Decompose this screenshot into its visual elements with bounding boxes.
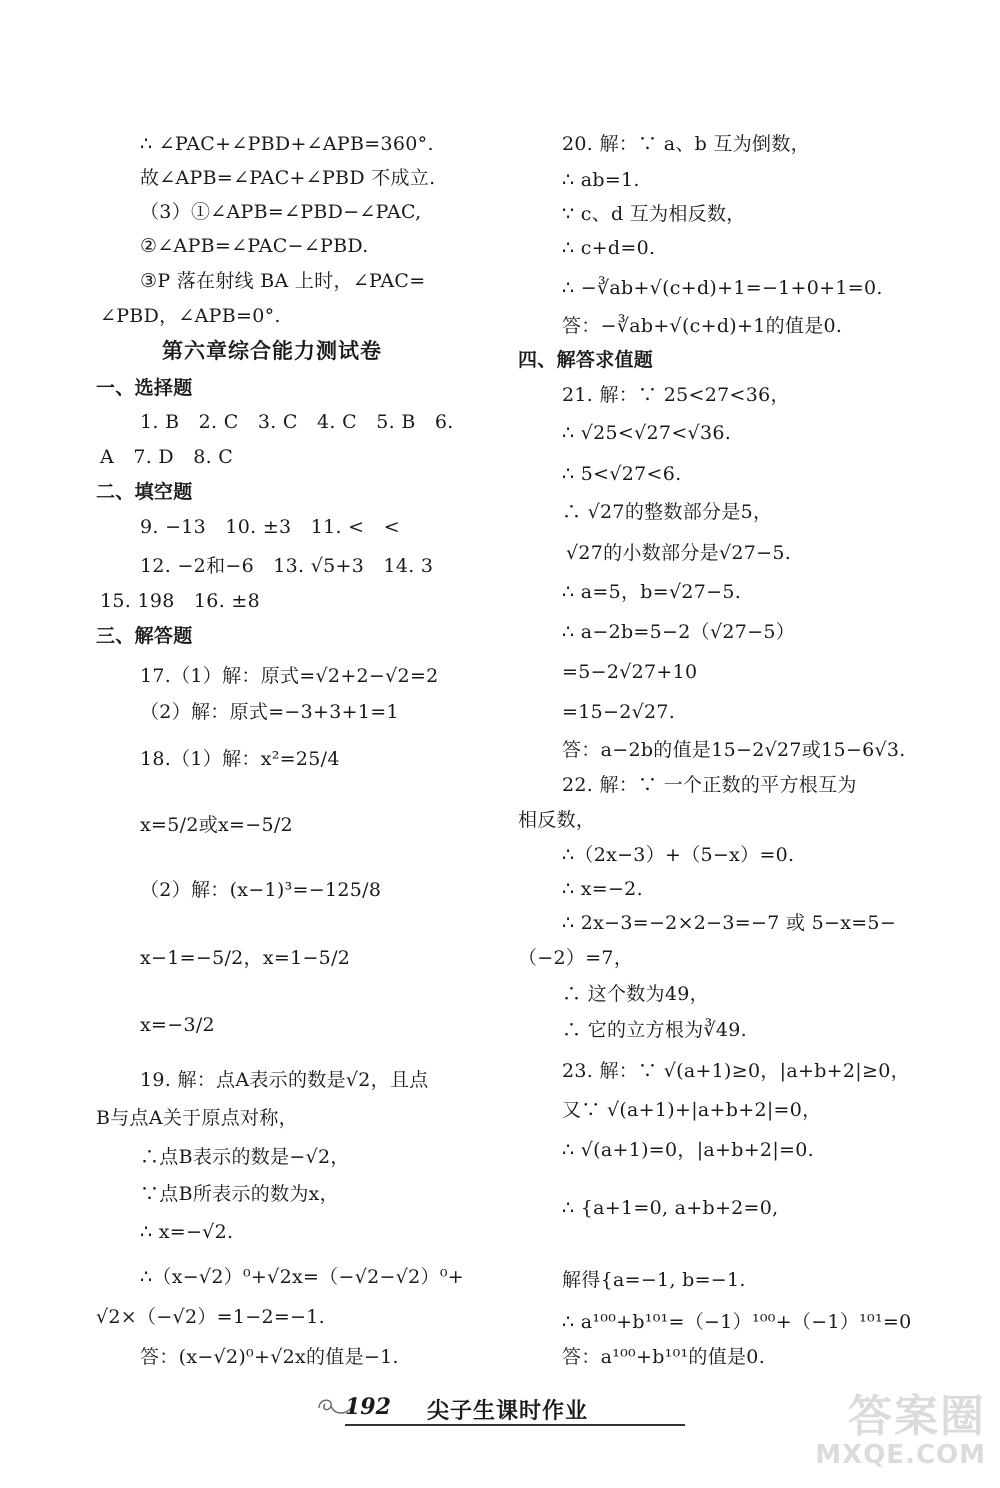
watermark-url: MXQE.COM <box>815 1440 986 1470</box>
text-line: 21. 解：∵ 25<27<36， <box>562 384 790 406</box>
text-line: 18.（1）解：x²=25/4 <box>140 748 340 770</box>
text-line: ∴ 2x−3=−2×2−3=−7 或 5−x=5− <box>562 912 897 934</box>
text-line: ∴点B表示的数是−√2， <box>140 1146 350 1168</box>
section-heading: 一、选择题 <box>96 377 193 399</box>
text-line: 答：−∛ab+√(c+d)+1的值是0. <box>562 315 843 337</box>
text-line: 答：a¹⁰⁰+b¹⁰¹的值是0. <box>562 1346 766 1368</box>
text-line: ∴ c+d=0. <box>562 237 656 259</box>
text-line: √2×（−√2）=1−2=−1. <box>96 1306 326 1328</box>
text-line: ∴ ab=1. <box>562 169 640 191</box>
text-line: 19. 解：点A表示的数是√2，且点 <box>140 1069 429 1091</box>
text-line: ∴（x−√2）⁰+√2x=（−√2−√2）⁰+ <box>140 1266 464 1288</box>
text-line: ②∠APB=∠PAC−∠PBD. <box>140 235 369 257</box>
text-line: =15−2√27. <box>562 701 676 723</box>
text-line: A 7. D 8. C <box>100 446 234 468</box>
text-line: ∴ 它的立方根为∛49. <box>562 1019 747 1041</box>
text-line: B与点A关于原点对称， <box>96 1107 298 1129</box>
text-line: ∴ a¹⁰⁰+b¹⁰¹=（−1）¹⁰⁰+（−1）¹⁰¹=0 <box>562 1311 912 1333</box>
section-heading: 三、解答题 <box>96 625 193 647</box>
text-line: ③P 落在射线 BA 上时，∠PAC= <box>140 270 426 292</box>
text-line: 15. 198 16. ±8 <box>100 590 260 612</box>
text-line: ∴ a=5，b=√27−5. <box>562 581 742 603</box>
text-line: 23. 解：∵ √(a+1)≥0，|a+b+2|≥0， <box>562 1060 910 1082</box>
text-line: 9. −13 10. ±3 11. < < <box>140 516 400 538</box>
text-line: 17.（1）解：原式=√2+2−√2=2 <box>140 665 439 687</box>
text-line: ∴ √(a+1)=0，|a+b+2|=0. <box>562 1139 814 1161</box>
section-title: 第六章综合能力测试卷 <box>162 339 382 363</box>
watermark <box>796 1380 986 1480</box>
text-line: ∴ 这个数为49， <box>562 983 709 1005</box>
text-line: 答：(x−√2)⁰+√2x的值是−1. <box>140 1346 399 1368</box>
text-line: x=5/2或x=−5/2 <box>140 814 293 836</box>
text-line: ∴ √25<√27<√36. <box>562 422 732 444</box>
text-line: x−1=−5/2，x=1−5/2 <box>140 947 351 969</box>
section-heading: 四、解答求值题 <box>518 349 654 371</box>
page-number: 192 <box>345 1394 391 1420</box>
text-line: 答：a−2b的值是15−2√27或15−6√3. <box>562 739 906 761</box>
text-line: ∴ ∠PAC+∠PBD+∠APB=360°. <box>140 133 434 155</box>
text-line: ∴ x=−2. <box>562 878 643 900</box>
book-title: 尖子生课时作业 <box>427 1399 589 1424</box>
text-line: 20. 解：∵ a、b 互为倒数， <box>562 133 810 155</box>
text-line: （3）①∠APB=∠PBD−∠PAC, <box>140 201 422 223</box>
text-line: x=−3/2 <box>140 1014 215 1036</box>
text-line: 故∠APB=∠PAC+∠PBD 不成立. <box>140 167 436 189</box>
text-line: ∵ c、d 互为相反数， <box>562 203 746 225</box>
text-line: ∴ −∛ab+√(c+d)+1=−1+0+1=0. <box>562 277 883 299</box>
text-line: ∠PBD，∠APB=0°. <box>100 305 281 327</box>
text-line: √27的小数部分是√27−5. <box>566 542 792 564</box>
text-line: ∴ {a+1=0, a+b+2=0, <box>562 1197 779 1219</box>
text-line: 12. −2和−6 13. √5+3 14. 3 <box>140 555 434 577</box>
text-line: =5−2√27+10 <box>562 661 698 683</box>
text-line: 相反数， <box>518 809 596 831</box>
text-line: ∴ √27的整数部分是5， <box>562 501 773 523</box>
text-line: （2）解：(x−1)³=−125/8 <box>140 879 382 901</box>
page-footer <box>315 1390 685 1430</box>
footer-rule <box>345 1424 685 1426</box>
text-line: （2）解：原式=−3+3+1=1 <box>140 701 399 723</box>
text-line: ∴（2x−3）+（5−x）=0. <box>562 844 795 866</box>
text-line: ∴ x=−√2. <box>140 1221 234 1243</box>
text-line: ∵点B所表示的数为x， <box>140 1183 339 1205</box>
text-line: 解得{a=−1, b=−1. <box>562 1269 746 1291</box>
text-line: ∴ 5<√27<6. <box>562 463 682 485</box>
text-line: （−2）=7， <box>518 947 634 969</box>
watermark-logo-text: 答案圈 <box>848 1391 986 1442</box>
section-heading: 二、填空题 <box>96 481 193 503</box>
text-line: 22. 解：∵ 一个正数的平方根互为 <box>562 774 857 796</box>
text-line: 1. B 2. C 3. C 4. C 5. B 6. <box>140 411 454 433</box>
text-line: 又∵ √(a+1)+|a+b+2|=0， <box>562 1099 822 1121</box>
text-line: ∴ a−2b=5−2（√27−5） <box>562 621 796 643</box>
